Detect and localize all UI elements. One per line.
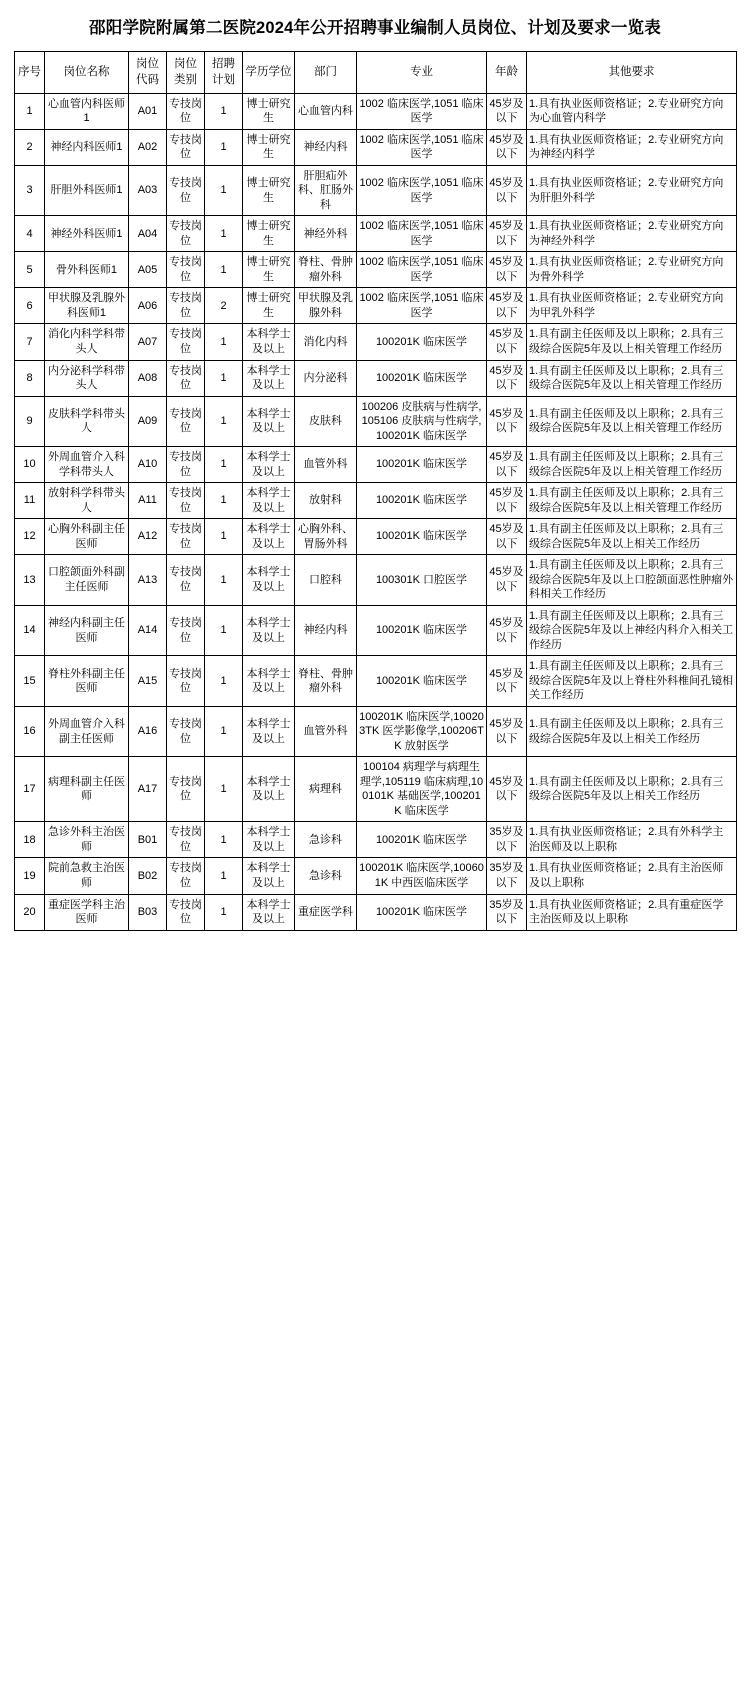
cell-other-requirements: 1.具有执业医师资格证；2.具有主治医师及以上职称 [527,858,737,894]
cell-major: 100201K 临床医学 [357,605,487,656]
cell-position-name: 院前急救主治医师 [45,858,129,894]
cell-other-requirements: 1.具有副主任医师及以上职称；2.具有三级综合医院5年及以上口腔颌面恶性肿瘤外科相关工作经历 [527,555,737,606]
cell-education: 博士研究生 [243,216,295,252]
cell-education: 本科学士及以上 [243,324,295,360]
cell-education: 本科学士及以上 [243,360,295,396]
cell-education: 本科学士及以上 [243,656,295,707]
cell-recruit-plan: 1 [205,858,243,894]
cell-position-name: 肝胆外科医师1 [45,165,129,216]
cell-other-requirements: 1.具有执业医师资格证；2.专业研究方向为心血管内科学 [527,93,737,129]
table-row [15,165,737,216]
table-row [15,656,737,707]
cell-age: 45岁及以下 [487,555,527,606]
cell-index: 9 [15,396,45,447]
cell-index: 17 [15,757,45,822]
cell-department: 皮肤科 [295,396,357,447]
cell-recruit-plan: 1 [205,757,243,822]
cell-recruit-plan: 1 [205,447,243,483]
cell-position-category: 专技岗位 [167,706,205,757]
cell-other-requirements: 1.具有副主任医师及以上职称；2.具有三级综合医院5年及以上相关管理工作经历 [527,396,737,447]
cell-department: 脊柱、骨肿瘤外科 [295,252,357,288]
cell-age: 35岁及以下 [487,894,527,930]
cell-department: 病理科 [295,757,357,822]
cell-position-category: 专技岗位 [167,216,205,252]
cell-age: 45岁及以下 [487,165,527,216]
cell-age: 45岁及以下 [487,519,527,555]
cell-education: 本科学士及以上 [243,483,295,519]
cell-education: 博士研究生 [243,165,295,216]
cell-age: 45岁及以下 [487,757,527,822]
cell-position-name: 病理科副主任医师 [45,757,129,822]
table-row [15,555,737,606]
cell-position-name: 骨外科医师1 [45,252,129,288]
table-row [15,216,737,252]
cell-position-category: 专技岗位 [167,858,205,894]
cell-other-requirements: 1.具有副主任医师及以上职称；2.具有三级综合医院5年及以上相关工作经历 [527,757,737,822]
cell-position-name: 内分泌科学科带头人 [45,360,129,396]
cell-recruit-plan: 1 [205,360,243,396]
cell-age: 35岁及以下 [487,822,527,858]
table-row [15,858,737,894]
cell-position-name: 心胸外科副主任医师 [45,519,129,555]
table-row [15,605,737,656]
cell-other-requirements: 1.具有副主任医师及以上职称；2.具有三级综合医院5年及以上神经内科介入相关工作经历 [527,605,737,656]
cell-other-requirements: 1.具有执业医师资格证；2.专业研究方向为骨外科学 [527,252,737,288]
cell-position-name: 急诊外科主治医师 [45,822,129,858]
cell-index: 8 [15,360,45,396]
cell-department: 神经外科 [295,216,357,252]
cell-education: 本科学士及以上 [243,447,295,483]
column-header-other-requirements: 其他要求 [527,52,737,93]
cell-major: 100201K 临床医学 [357,656,487,707]
cell-department: 心胸外科、胃肠外科 [295,519,357,555]
cell-major: 1002 临床医学,1051 临床医学 [357,288,487,324]
table-row [15,288,737,324]
cell-index: 5 [15,252,45,288]
cell-other-requirements: 1.具有副主任医师及以上职称；2.具有三级综合医院5年及以上相关管理工作经历 [527,447,737,483]
table-row [15,447,737,483]
cell-age: 45岁及以下 [487,129,527,165]
cell-age: 45岁及以下 [487,324,527,360]
table-row [15,822,737,858]
cell-department: 内分泌科 [295,360,357,396]
cell-position-name: 甲状腺及乳腺外科医师1 [45,288,129,324]
cell-position-name: 神经外科医师1 [45,216,129,252]
cell-major: 1002 临床医学,1051 临床医学 [357,252,487,288]
cell-major: 100201K 临床医学 [357,447,487,483]
cell-age: 45岁及以下 [487,706,527,757]
cell-index: 19 [15,858,45,894]
cell-major: 1002 临床医学,1051 临床医学 [357,165,487,216]
cell-department: 急诊科 [295,858,357,894]
cell-index: 13 [15,555,45,606]
cell-education: 博士研究生 [243,93,295,129]
cell-position-category: 专技岗位 [167,605,205,656]
cell-age: 35岁及以下 [487,858,527,894]
cell-position-code: B01 [129,822,167,858]
cell-department: 脊柱、骨肿瘤外科 [295,656,357,707]
cell-position-category: 专技岗位 [167,288,205,324]
cell-department: 放射科 [295,483,357,519]
cell-department: 神经内科 [295,605,357,656]
cell-position-code: A01 [129,93,167,129]
column-header-age: 年龄 [487,52,527,93]
table-header-row [15,52,737,93]
cell-other-requirements: 1.具有执业医师资格证；2.专业研究方向为神经内科学 [527,129,737,165]
page-title: 邵阳学院附属第二医院2024年公开招聘事业编制人员岗位、计划及要求一览表 [89,19,661,37]
table-row [15,483,737,519]
cell-position-code: B02 [129,858,167,894]
table-row [15,129,737,165]
cell-major: 100201K 临床医学 [357,519,487,555]
cell-position-category: 专技岗位 [167,396,205,447]
cell-major: 1002 临床医学,1051 临床医学 [357,93,487,129]
cell-other-requirements: 1.具有副主任医师及以上职称；2.具有三级综合医院5年及以上相关工作经历 [527,519,737,555]
cell-recruit-plan: 1 [205,129,243,165]
cell-position-name: 神经内科医师1 [45,129,129,165]
cell-position-code: A06 [129,288,167,324]
cell-recruit-plan: 1 [205,216,243,252]
cell-index: 14 [15,605,45,656]
cell-education: 本科学士及以上 [243,519,295,555]
cell-recruit-plan: 1 [205,519,243,555]
cell-position-name: 脊柱外科副主任医师 [45,656,129,707]
cell-recruit-plan: 1 [205,656,243,707]
cell-age: 45岁及以下 [487,483,527,519]
cell-department: 神经内科 [295,129,357,165]
cell-recruit-plan: 1 [205,822,243,858]
table-row [15,894,737,930]
cell-position-category: 专技岗位 [167,519,205,555]
cell-age: 45岁及以下 [487,93,527,129]
column-header-recruit-plan: 招聘计划 [205,52,243,93]
cell-position-code: A05 [129,252,167,288]
cell-position-code: A03 [129,165,167,216]
cell-department: 血管外科 [295,447,357,483]
cell-other-requirements: 1.具有执业医师资格证；2.专业研究方向为肝胆外科学 [527,165,737,216]
cell-department: 口腔科 [295,555,357,606]
table-body [15,93,737,930]
cell-recruit-plan: 2 [205,288,243,324]
cell-other-requirements: 1.具有执业医师资格证；2.专业研究方向为甲乳外科学 [527,288,737,324]
cell-age: 45岁及以下 [487,447,527,483]
cell-position-category: 专技岗位 [167,360,205,396]
cell-position-code: A14 [129,605,167,656]
cell-major: 100201K 临床医学 [357,360,487,396]
cell-age: 45岁及以下 [487,360,527,396]
cell-index: 10 [15,447,45,483]
cell-index: 6 [15,288,45,324]
cell-position-name: 心血管内科医师1 [45,93,129,129]
cell-education: 博士研究生 [243,288,295,324]
recruitment-plan-table [14,51,737,930]
cell-education: 本科学士及以上 [243,706,295,757]
cell-index: 3 [15,165,45,216]
column-header-position-category: 岗位类别 [167,52,205,93]
cell-position-category: 专技岗位 [167,252,205,288]
cell-position-name: 外周血管介入科副主任医师 [45,706,129,757]
cell-other-requirements: 1.具有副主任医师及以上职称；2.具有三级综合医院5年及以上相关管理工作经历 [527,483,737,519]
cell-recruit-plan: 1 [205,706,243,757]
cell-department: 血管外科 [295,706,357,757]
column-header-index: 序号 [15,52,45,93]
table-row [15,93,737,129]
cell-major: 1002 临床医学,1051 临床医学 [357,216,487,252]
cell-education: 本科学士及以上 [243,757,295,822]
cell-index: 7 [15,324,45,360]
cell-education: 博士研究生 [243,129,295,165]
cell-education: 本科学士及以上 [243,858,295,894]
cell-position-code: A04 [129,216,167,252]
column-header-education: 学历学位 [243,52,295,93]
table-row [15,706,737,757]
cell-major: 100201K 临床医学,100601K 中西医临床医学 [357,858,487,894]
cell-age: 45岁及以下 [487,216,527,252]
cell-major: 100201K 临床医学 [357,483,487,519]
cell-index: 4 [15,216,45,252]
cell-age: 45岁及以下 [487,396,527,447]
cell-education: 本科学士及以上 [243,605,295,656]
cell-recruit-plan: 1 [205,324,243,360]
cell-recruit-plan: 1 [205,555,243,606]
cell-position-code: A08 [129,360,167,396]
table-row [15,396,737,447]
cell-position-code: A10 [129,447,167,483]
cell-position-code: A13 [129,555,167,606]
cell-department: 重症医学科 [295,894,357,930]
cell-recruit-plan: 1 [205,894,243,930]
table-row [15,252,737,288]
cell-recruit-plan: 1 [205,252,243,288]
cell-index: 16 [15,706,45,757]
cell-position-code: A11 [129,483,167,519]
cell-index: 18 [15,822,45,858]
cell-position-category: 专技岗位 [167,757,205,822]
cell-department: 甲状腺及乳腺外科 [295,288,357,324]
cell-other-requirements: 1.具有执业医师资格证；2.专业研究方向为神经外科学 [527,216,737,252]
cell-index: 1 [15,93,45,129]
cell-recruit-plan: 1 [205,93,243,129]
cell-major: 100201K 临床医学 [357,822,487,858]
cell-recruit-plan: 1 [205,165,243,216]
cell-position-code: A12 [129,519,167,555]
cell-position-category: 专技岗位 [167,447,205,483]
column-header-major: 专业 [357,52,487,93]
cell-education: 本科学士及以上 [243,894,295,930]
cell-position-name: 皮肤科学科带头人 [45,396,129,447]
cell-index: 2 [15,129,45,165]
cell-other-requirements: 1.具有执业医师资格证；2.具有外科学主治医师及以上职称 [527,822,737,858]
cell-position-name: 放射科学科带头人 [45,483,129,519]
cell-education: 本科学士及以上 [243,555,295,606]
cell-department: 肝胆疝外科、肛肠外科 [295,165,357,216]
cell-major: 100201K 临床医学,100203TK 医学影像学,100206TK 放射医学 [357,706,487,757]
cell-major: 100201K 临床医学 [357,894,487,930]
cell-other-requirements: 1.具有副主任医师及以上职称；2.具有三级综合医院5年及以上脊柱外科椎间孔镜相关工作经历 [527,656,737,707]
cell-age: 45岁及以下 [487,288,527,324]
cell-position-code: A16 [129,706,167,757]
cell-major: 100104 病理学与病理生理学,105119 临床病理,100101K 基础医学,100201K 临床医学 [357,757,487,822]
cell-index: 12 [15,519,45,555]
cell-position-category: 专技岗位 [167,165,205,216]
cell-position-code: A02 [129,129,167,165]
cell-position-code: A09 [129,396,167,447]
cell-position-category: 专技岗位 [167,483,205,519]
table-row [15,757,737,822]
column-header-position-name: 岗位名称 [45,52,129,93]
cell-recruit-plan: 1 [205,396,243,447]
cell-recruit-plan: 1 [205,605,243,656]
cell-position-name: 消化内科学科带头人 [45,324,129,360]
column-header-position-code: 岗位代码 [129,52,167,93]
cell-position-name: 神经内科副主任医师 [45,605,129,656]
cell-other-requirements: 1.具有副主任医师及以上职称；2.具有三级综合医院5年及以上相关工作经历 [527,706,737,757]
cell-department: 消化内科 [295,324,357,360]
cell-position-category: 专技岗位 [167,555,205,606]
table-row [15,324,737,360]
cell-index: 15 [15,656,45,707]
cell-index: 11 [15,483,45,519]
cell-position-code: B03 [129,894,167,930]
cell-position-category: 专技岗位 [167,822,205,858]
cell-recruit-plan: 1 [205,483,243,519]
cell-department: 急诊科 [295,822,357,858]
cell-other-requirements: 1.具有执业医师资格证；2.具有重症医学主治医师及以上职称 [527,894,737,930]
cell-position-code: A17 [129,757,167,822]
cell-major: 100201K 临床医学 [357,324,487,360]
table-row [15,519,737,555]
column-header-department: 部门 [295,52,357,93]
cell-position-category: 专技岗位 [167,93,205,129]
cell-index: 20 [15,894,45,930]
cell-position-category: 专技岗位 [167,129,205,165]
cell-position-name: 外周血管介入科学科带头人 [45,447,129,483]
cell-department: 心血管内科 [295,93,357,129]
cell-major: 1002 临床医学,1051 临床医学 [357,129,487,165]
cell-position-code: A07 [129,324,167,360]
cell-age: 45岁及以下 [487,656,527,707]
cell-major: 100301K 口腔医学 [357,555,487,606]
cell-position-category: 专技岗位 [167,894,205,930]
cell-education: 本科学士及以上 [243,822,295,858]
table-row [15,360,737,396]
cell-position-category: 专技岗位 [167,324,205,360]
cell-age: 45岁及以下 [487,252,527,288]
cell-position-code: A15 [129,656,167,707]
cell-education: 本科学士及以上 [243,396,295,447]
cell-age: 45岁及以下 [487,605,527,656]
cell-other-requirements: 1.具有副主任医师及以上职称；2.具有三级综合医院5年及以上相关管理工作经历 [527,360,737,396]
cell-position-name: 重症医学科主治医师 [45,894,129,930]
cell-position-category: 专技岗位 [167,656,205,707]
cell-position-name: 口腔颌面外科副主任医师 [45,555,129,606]
cell-major: 100206 皮肤病与性病学,105106 皮肤病与性病学,100201K 临床医学 [357,396,487,447]
cell-other-requirements: 1.具有副主任医师及以上职称；2.具有三级综合医院5年及以上相关管理工作经历 [527,324,737,360]
cell-education: 博士研究生 [243,252,295,288]
